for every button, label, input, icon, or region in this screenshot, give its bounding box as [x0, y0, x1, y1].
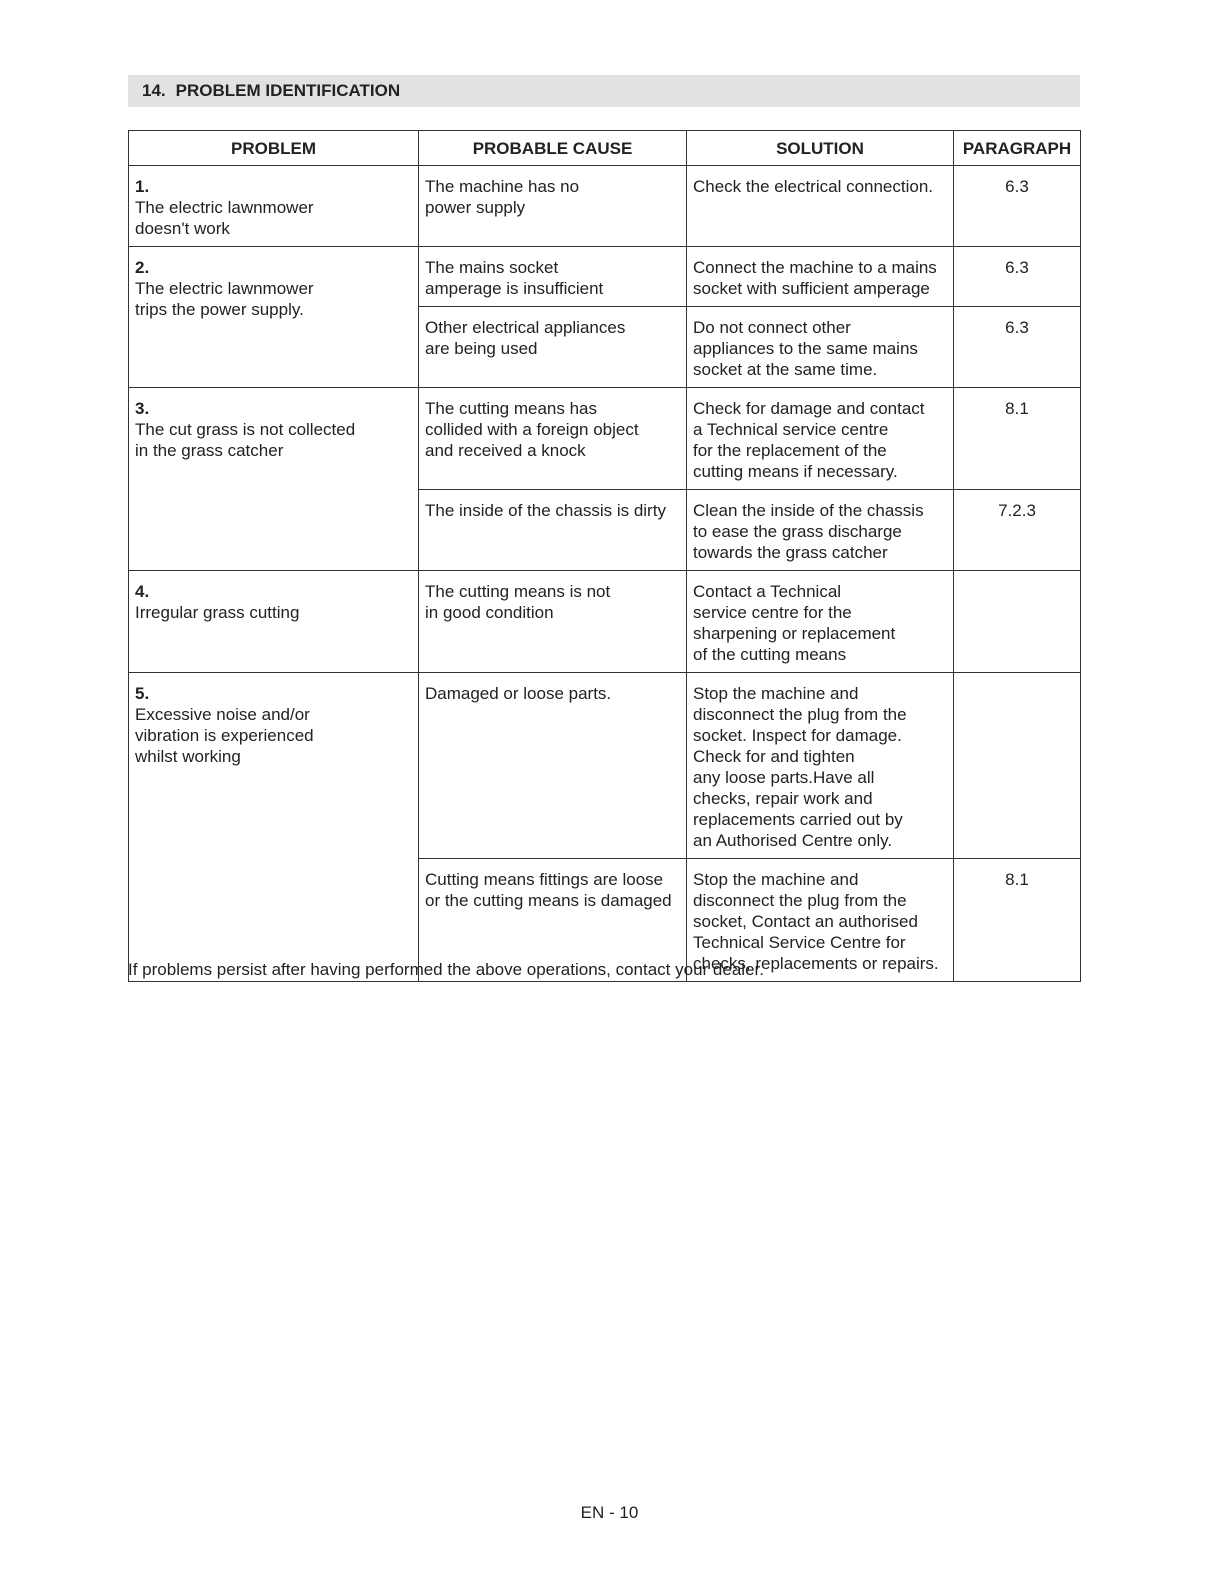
- paragraph-cell: 6.3: [954, 247, 1081, 307]
- problem-text: Excessive noise and/or vibration is experienced whilst working: [135, 705, 314, 766]
- header-problem: PROBLEM: [129, 131, 419, 166]
- problem-cell: [129, 571, 419, 673]
- cause-cell: The inside of the chassis is dirty: [419, 490, 687, 571]
- table-row: [129, 166, 1081, 247]
- paragraph-cell: 6.3: [954, 307, 1081, 388]
- section-title: PROBLEM IDENTIFICATION: [175, 81, 401, 100]
- paragraph-cell: 8.1: [954, 859, 1081, 982]
- problem-text: Irregular grass cutting: [135, 603, 300, 622]
- header-solution: SOLUTION: [687, 131, 954, 166]
- header-paragraph: PARAGRAPH: [954, 131, 1081, 166]
- table-row: [129, 673, 1081, 859]
- solution-cell: Check the electrical connection.: [687, 166, 954, 247]
- problem-cell: [129, 166, 419, 247]
- cause-cell: Cutting means fittings are loose or the cutting means is damaged: [419, 859, 687, 982]
- page-number: EN - 10: [580, 1503, 639, 1522]
- section-number: 14.: [142, 81, 166, 100]
- problem-number: 5.: [135, 684, 150, 703]
- problem-number: 2.: [135, 258, 150, 277]
- problem-number: 4.: [135, 582, 150, 601]
- problem-text: The cut grass is not collected in the grass catcher: [135, 420, 356, 460]
- solution-cell: Check for damage and contact a Technical service centre for the replacement of the cutting means if necessary.: [687, 388, 954, 490]
- problem-number: 3.: [135, 399, 150, 418]
- solution-cell: Stop the machine and disconnect the plug from the socket. Inspect for damage. Check for and tighten any loose parts.Have all checks, repair work and replacements carried out by an Authorised Centre only.: [687, 673, 954, 859]
- problem-table: [128, 130, 1081, 982]
- problem-text: The electric lawnmower doesn't work: [135, 198, 314, 238]
- cause-cell: The machine has no power supply: [419, 166, 687, 247]
- header-probable-cause: PROBABLE CAUSE: [419, 131, 687, 166]
- cause-cell: Other electrical appliances are being used: [419, 307, 687, 388]
- cause-cell: The cutting means has collided with a foreign object and received a knock: [419, 388, 687, 490]
- solution-cell: Do not connect other appliances to the same mains socket at the same time.: [687, 307, 954, 388]
- cause-cell: Damaged or loose parts.: [419, 673, 687, 859]
- problem-text: The electric lawnmower trips the power supply.: [135, 279, 314, 319]
- paragraph-cell: 6.3: [954, 166, 1081, 247]
- problem-cell: [129, 388, 419, 571]
- paragraph-cell: [954, 673, 1081, 859]
- footer-note: If problems persist after having performed the above operations, contact your dealer.: [128, 960, 764, 979]
- solution-cell: Stop the machine and disconnect the plug from the socket, Contact an authorised Technical Service Centre for checks, replacements or repairs.: [687, 859, 954, 982]
- table-header-row: [129, 131, 1081, 166]
- solution-cell: Clean the inside of the chassis to ease the grass discharge towards the grass catcher: [687, 490, 954, 571]
- section-heading: [128, 75, 1080, 107]
- cause-cell: The cutting means is not in good condition: [419, 571, 687, 673]
- table-row: [129, 247, 1081, 307]
- solution-cell: Contact a Technical service centre for the sharpening or replacement of the cutting means: [687, 571, 954, 673]
- solution-cell: Connect the machine to a mains socket with sufficient amperage: [687, 247, 954, 307]
- table-row: [129, 571, 1081, 673]
- problem-number: 1.: [135, 177, 150, 196]
- table-row: [129, 388, 1081, 490]
- paragraph-cell: [954, 571, 1081, 673]
- paragraph-cell: 8.1: [954, 388, 1081, 490]
- paragraph-cell: 7.2.3: [954, 490, 1081, 571]
- cause-cell: The mains socket amperage is insufficient: [419, 247, 687, 307]
- problem-cell: [129, 247, 419, 388]
- problem-cell: [129, 673, 419, 982]
